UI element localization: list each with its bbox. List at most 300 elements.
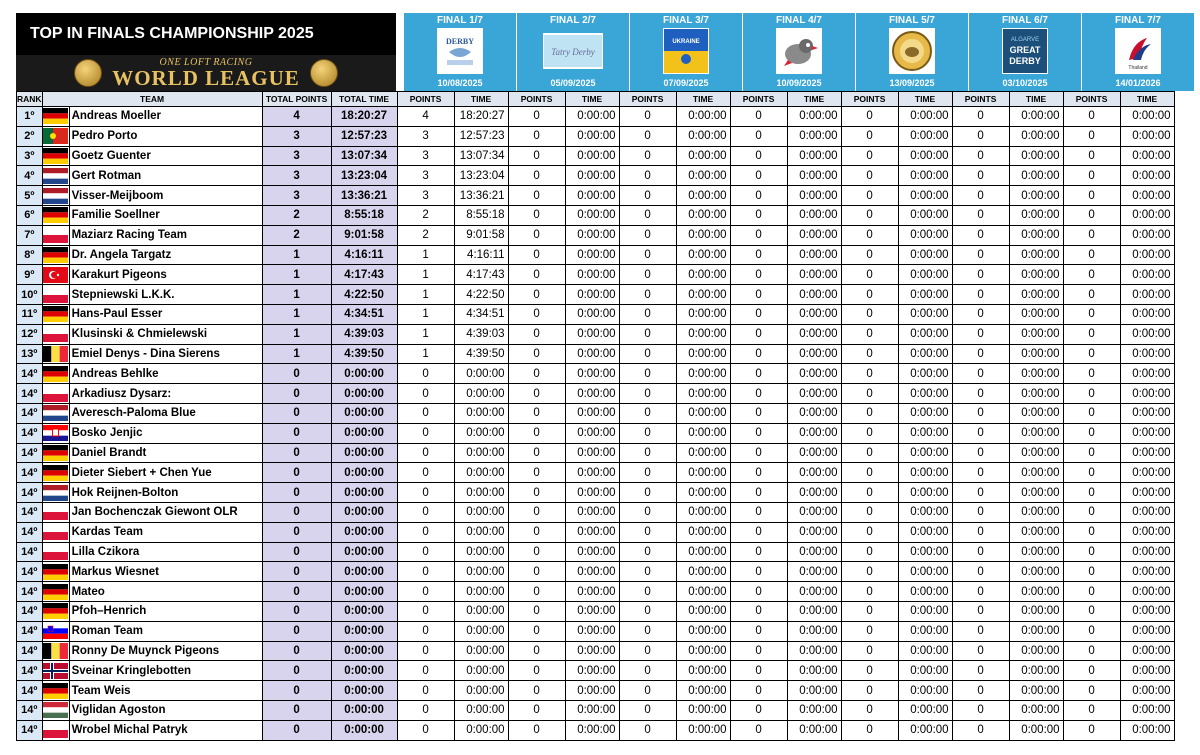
final-points-cell: 0 xyxy=(1063,681,1120,701)
final-time-cell: 0:00:00 xyxy=(676,423,730,443)
final-points-cell: 0 xyxy=(952,364,1009,384)
final-points-cell: 0 xyxy=(841,245,898,265)
table-row xyxy=(17,344,1175,364)
final-points-cell: 0 xyxy=(730,146,787,166)
final-points-cell: 0 xyxy=(841,423,898,443)
rank-cell: 4º xyxy=(17,166,43,186)
rank-cell: 14º xyxy=(17,720,43,740)
final-points-cell: 0 xyxy=(619,423,676,443)
total-time-cell: 0:00:00 xyxy=(331,700,397,720)
final-points-cell: 3 xyxy=(397,166,454,186)
final-label: FINAL 3/7 xyxy=(663,15,709,26)
total-time-cell: 0:00:00 xyxy=(331,463,397,483)
final-points-cell: 0 xyxy=(730,225,787,245)
final-points-cell: 0 xyxy=(1063,186,1120,206)
final-points-cell: 0 xyxy=(508,463,565,483)
time-header: TIME xyxy=(1120,92,1174,107)
total-time-cell: 12:57:23 xyxy=(331,126,397,146)
flag-cell xyxy=(42,641,69,661)
final-time-cell: 0:00:00 xyxy=(454,463,508,483)
final-time-cell: 0:00:00 xyxy=(565,661,619,681)
final-time-cell: 4:17:43 xyxy=(454,265,508,285)
final-time-cell: 0:00:00 xyxy=(787,423,841,443)
rank-cell: 14º xyxy=(17,403,43,423)
final-points-cell: 0 xyxy=(841,621,898,641)
pl-flag-icon xyxy=(43,326,68,342)
table-row xyxy=(17,304,1175,324)
final-points-cell: 0 xyxy=(952,403,1009,423)
final-time-cell: 0:00:00 xyxy=(676,661,730,681)
total-time-cell: 4:39:03 xyxy=(331,324,397,344)
final-time-cell: 0:00:00 xyxy=(1120,225,1174,245)
table-row xyxy=(17,661,1175,681)
nl-flag-icon xyxy=(43,405,68,421)
final-points-cell: 0 xyxy=(952,700,1009,720)
final-points-cell: 0 xyxy=(508,542,565,562)
total-time-header: TOTAL TIME xyxy=(331,92,397,107)
final-time-cell: 0:00:00 xyxy=(898,661,952,681)
total-time-cell: 0:00:00 xyxy=(331,681,397,701)
tr-flag-icon xyxy=(43,267,68,283)
final-points-cell: 1 xyxy=(397,324,454,344)
total-points-cell: 0 xyxy=(262,483,331,503)
total-points-cell: 0 xyxy=(262,522,331,542)
final-points-cell: 0 xyxy=(397,522,454,542)
final-time-cell: 0:00:00 xyxy=(898,562,952,582)
final-time-cell: 0:00:00 xyxy=(1120,304,1174,324)
final-points-cell: 0 xyxy=(1063,562,1120,582)
total-points-cell: 3 xyxy=(262,126,331,146)
time-header: TIME xyxy=(565,92,619,107)
final-time-cell: 0:00:00 xyxy=(565,641,619,661)
final-time-cell: 0:00:00 xyxy=(1009,582,1063,602)
final-points-cell: 0 xyxy=(730,522,787,542)
total-time-cell: 0:00:00 xyxy=(331,542,397,562)
team-name: Andreas Moeller xyxy=(69,107,262,127)
final-time-cell: 0:00:00 xyxy=(676,463,730,483)
final-time-cell: 0:00:00 xyxy=(565,384,619,404)
final-time-cell: 0:00:00 xyxy=(787,463,841,483)
final-time-cell: 0:00:00 xyxy=(565,107,619,127)
final-time-cell: 0:00:00 xyxy=(787,502,841,522)
flag-cell xyxy=(42,463,69,483)
final-points-cell: 0 xyxy=(952,107,1009,127)
final-points-cell: 0 xyxy=(730,285,787,305)
final-points-cell: 0 xyxy=(508,126,565,146)
total-time-cell: 0:00:00 xyxy=(331,403,397,423)
total-time-cell: 0:00:00 xyxy=(331,384,397,404)
final-points-cell: 0 xyxy=(952,641,1009,661)
final-points-cell: 0 xyxy=(952,502,1009,522)
final-points-cell: 0 xyxy=(730,720,787,740)
final-time-cell: 0:00:00 xyxy=(898,324,952,344)
svg-text:DERBY: DERBY xyxy=(445,37,475,46)
final-time-cell: 0:00:00 xyxy=(787,522,841,542)
final-time-cell: 0:00:00 xyxy=(1009,720,1063,740)
flag-cell xyxy=(42,522,69,542)
final-points-cell: 0 xyxy=(619,621,676,641)
rank-cell: 14º xyxy=(17,384,43,404)
de-flag-icon xyxy=(43,148,68,164)
final-time-cell: 0:00:00 xyxy=(898,443,952,463)
final-time-cell: 0:00:00 xyxy=(787,621,841,641)
final-time-cell: 0:00:00 xyxy=(898,403,952,423)
table-row xyxy=(17,601,1175,621)
de-flag-icon xyxy=(43,465,68,481)
final-time-cell: 0:00:00 xyxy=(454,641,508,661)
total-points-cell: 3 xyxy=(262,186,331,206)
final-time-cell: 13:23:04 xyxy=(454,166,508,186)
final-time-cell: 0:00:00 xyxy=(898,483,952,503)
flag-cell xyxy=(42,205,69,225)
final-points-cell: 0 xyxy=(952,344,1009,364)
final-points-cell: 0 xyxy=(730,661,787,681)
final-points-cell: 0 xyxy=(952,265,1009,285)
final-label: FINAL 2/7 xyxy=(550,15,596,26)
final-points-cell: 0 xyxy=(730,423,787,443)
pl-flag-icon xyxy=(43,524,68,540)
flag-cell xyxy=(42,245,69,265)
final-points-cell: 0 xyxy=(397,443,454,463)
final-points-cell: 0 xyxy=(952,463,1009,483)
final-time-cell: 0:00:00 xyxy=(898,681,952,701)
final-time-cell: 0:00:00 xyxy=(787,225,841,245)
final-time-cell: 0:00:00 xyxy=(565,463,619,483)
final-time-cell: 0:00:00 xyxy=(454,522,508,542)
final-points-cell: 0 xyxy=(730,483,787,503)
final-points-cell: 0 xyxy=(1063,285,1120,305)
final-points-cell: 0 xyxy=(1063,661,1120,681)
final-points-cell: 0 xyxy=(397,384,454,404)
final-points-cell: 0 xyxy=(952,661,1009,681)
points-header: POINTS xyxy=(952,92,1009,107)
no-flag-icon xyxy=(43,663,68,679)
final-points-cell: 1 xyxy=(397,344,454,364)
team-name: Andreas Behlke xyxy=(69,364,262,384)
table-row xyxy=(17,126,1175,146)
final-time-cell: 0:00:00 xyxy=(676,700,730,720)
final-time-cell: 18:20:27 xyxy=(454,107,508,127)
total-time-cell: 0:00:00 xyxy=(331,364,397,384)
total-points-cell: 0 xyxy=(262,601,331,621)
table-row xyxy=(17,166,1175,186)
total-points-cell: 0 xyxy=(262,502,331,522)
final-points-cell: 0 xyxy=(952,205,1009,225)
final-race-logo-icon xyxy=(889,28,935,74)
final-points-cell: 0 xyxy=(1063,344,1120,364)
time-header: TIME xyxy=(454,92,508,107)
final-points-cell: 0 xyxy=(730,443,787,463)
final-points-cell: 0 xyxy=(1063,423,1120,443)
final-time-cell: 0:00:00 xyxy=(898,304,952,324)
time-header: TIME xyxy=(898,92,952,107)
final-points-cell: 2 xyxy=(397,225,454,245)
team-name: Jan Bochenczak Giewont OLR xyxy=(69,502,262,522)
final-race-logo-icon xyxy=(776,28,822,74)
pl-flag-icon xyxy=(43,227,68,243)
final-time-cell: 0:00:00 xyxy=(676,443,730,463)
final-time-cell: 0:00:00 xyxy=(1009,146,1063,166)
table-row xyxy=(17,403,1175,423)
final-time-cell: 0:00:00 xyxy=(454,621,508,641)
flag-cell xyxy=(42,304,69,324)
total-points-cell: 0 xyxy=(262,681,331,701)
final-points-cell: 0 xyxy=(1063,324,1120,344)
final-header-6 xyxy=(968,13,1081,91)
final-time-cell: 0:00:00 xyxy=(676,126,730,146)
team-name: Klusinski & Chmielewski xyxy=(69,324,262,344)
total-time-cell: 0:00:00 xyxy=(331,443,397,463)
flag-cell xyxy=(42,225,69,245)
team-name: Hans-Paul Esser xyxy=(69,304,262,324)
final-time-cell: 0:00:00 xyxy=(898,384,952,404)
total-time-cell: 0:00:00 xyxy=(331,423,397,443)
rank-cell: 5º xyxy=(17,186,43,206)
final-time-cell: 0:00:00 xyxy=(1120,463,1174,483)
final-time-cell: 0:00:00 xyxy=(1009,661,1063,681)
final-label: FINAL 6/7 xyxy=(1002,15,1048,26)
final-points-cell: 0 xyxy=(397,562,454,582)
final-points-cell: 0 xyxy=(730,700,787,720)
final-time-cell: 0:00:00 xyxy=(454,700,508,720)
final-label: FINAL 7/7 xyxy=(1115,15,1161,26)
final-points-cell: 0 xyxy=(397,483,454,503)
final-points-cell: 0 xyxy=(952,225,1009,245)
final-points-cell: 0 xyxy=(730,364,787,384)
final-points-cell: 0 xyxy=(508,225,565,245)
final-points-cell: 0 xyxy=(1063,403,1120,423)
table-row xyxy=(17,324,1175,344)
final-points-cell: 0 xyxy=(841,285,898,305)
final-points-cell: 0 xyxy=(1063,641,1120,661)
final-time-cell: 0:00:00 xyxy=(1009,681,1063,701)
final-points-cell: 0 xyxy=(730,205,787,225)
final-points-cell: 0 xyxy=(952,601,1009,621)
final-points-cell: 0 xyxy=(1063,146,1120,166)
final-time-cell: 0:00:00 xyxy=(787,661,841,681)
final-time-cell: 0:00:00 xyxy=(1009,344,1063,364)
standings-table xyxy=(16,91,1175,741)
points-header: POINTS xyxy=(730,92,787,107)
final-points-cell: 0 xyxy=(730,601,787,621)
final-points-cell: 0 xyxy=(730,384,787,404)
final-time-cell: 0:00:00 xyxy=(565,443,619,463)
final-points-cell: 0 xyxy=(730,681,787,701)
final-points-cell: 2 xyxy=(397,205,454,225)
rank-cell: 1º xyxy=(17,107,43,127)
final-points-cell: 0 xyxy=(1063,126,1120,146)
final-time-cell: 0:00:00 xyxy=(676,522,730,542)
final-time-cell: 0:00:00 xyxy=(1009,265,1063,285)
final-points-cell: 0 xyxy=(619,107,676,127)
total-points-cell: 1 xyxy=(262,265,331,285)
final-time-cell: 0:00:00 xyxy=(454,483,508,503)
pl-flag-icon xyxy=(43,386,68,402)
de-flag-icon xyxy=(43,445,68,461)
final-time-cell: 4:39:50 xyxy=(454,344,508,364)
total-time-cell: 0:00:00 xyxy=(331,483,397,503)
final-time-cell: 0:00:00 xyxy=(565,304,619,324)
flag-cell xyxy=(42,681,69,701)
final-time-cell: 0:00:00 xyxy=(676,107,730,127)
total-points-cell: 0 xyxy=(262,720,331,740)
final-time-cell: 0:00:00 xyxy=(565,285,619,305)
svg-text:GREAT: GREAT xyxy=(1009,45,1041,55)
final-time-cell: 0:00:00 xyxy=(1120,641,1174,661)
final-points-cell: 0 xyxy=(397,502,454,522)
final-points-cell: 0 xyxy=(508,443,565,463)
final-time-cell: 0:00:00 xyxy=(787,403,841,423)
rank-cell: 6º xyxy=(17,205,43,225)
final-time-cell: 0:00:00 xyxy=(676,146,730,166)
final-time-cell: 0:00:00 xyxy=(1120,146,1174,166)
page-title: TOP IN FINALS CHAMPIONSHIP 2025 xyxy=(16,13,396,55)
final-points-cell: 0 xyxy=(841,641,898,661)
final-time-cell: 0:00:00 xyxy=(1120,582,1174,602)
rank-cell: 3º xyxy=(17,146,43,166)
total-time-cell: 0:00:00 xyxy=(331,661,397,681)
final-time-cell: 0:00:00 xyxy=(1009,285,1063,305)
final-time-cell: 0:00:00 xyxy=(565,621,619,641)
final-points-cell: 0 xyxy=(397,403,454,423)
final-points-cell: 0 xyxy=(841,542,898,562)
table-row xyxy=(17,522,1175,542)
svg-text:Tatry Derby: Tatry Derby xyxy=(551,47,595,57)
final-time-cell: 0:00:00 xyxy=(898,186,952,206)
final-time-cell: 0:00:00 xyxy=(1009,107,1063,127)
final-date: 03/10/2025 xyxy=(1002,78,1048,88)
final-time-cell: 0:00:00 xyxy=(898,146,952,166)
final-points-cell: 0 xyxy=(952,423,1009,443)
final-time-cell: 0:00:00 xyxy=(454,403,508,423)
final-points-cell: 0 xyxy=(730,403,787,423)
final-time-cell: 0:00:00 xyxy=(1009,601,1063,621)
final-points-cell: 0 xyxy=(508,205,565,225)
final-time-cell: 0:00:00 xyxy=(454,562,508,582)
flag-cell xyxy=(42,443,69,463)
final-time-cell: 0:00:00 xyxy=(565,720,619,740)
final-points-cell: 0 xyxy=(1063,720,1120,740)
league-logo xyxy=(16,55,396,91)
total-time-cell: 4:22:50 xyxy=(331,285,397,305)
total-points-header: TOTAL POINTS xyxy=(262,92,331,107)
final-time-cell: 0:00:00 xyxy=(787,641,841,661)
final-points-cell: 3 xyxy=(397,126,454,146)
final-time-cell: 0:00:00 xyxy=(676,681,730,701)
final-points-cell: 0 xyxy=(841,661,898,681)
final-points-cell: 0 xyxy=(841,443,898,463)
final-time-cell: 0:00:00 xyxy=(1009,126,1063,146)
final-time-cell: 0:00:00 xyxy=(454,720,508,740)
final-date: 07/09/2025 xyxy=(663,78,709,88)
final-time-cell: 0:00:00 xyxy=(454,681,508,701)
final-date: 14/01/2026 xyxy=(1115,78,1161,88)
team-name: Dr. Angela Targatz xyxy=(69,245,262,265)
final-time-cell: 0:00:00 xyxy=(1120,107,1174,127)
points-header: POINTS xyxy=(841,92,898,107)
final-time-cell: 0:00:00 xyxy=(1120,522,1174,542)
final-points-cell: 0 xyxy=(1063,621,1120,641)
final-points-cell: 0 xyxy=(397,621,454,641)
final-time-cell: 0:00:00 xyxy=(1120,285,1174,305)
de-flag-icon xyxy=(43,108,68,124)
final-points-cell: 0 xyxy=(841,522,898,542)
total-points-cell: 0 xyxy=(262,641,331,661)
final-points-cell: 0 xyxy=(619,225,676,245)
final-points-cell: 0 xyxy=(508,403,565,423)
hu-flag-icon xyxy=(43,702,68,718)
flag-cell xyxy=(42,502,69,522)
total-time-cell: 4:16:11 xyxy=(331,245,397,265)
total-time-cell: 0:00:00 xyxy=(331,621,397,641)
final-time-cell: 0:00:00 xyxy=(1120,324,1174,344)
final-time-cell: 0:00:00 xyxy=(787,285,841,305)
team-name: Familie Soellner xyxy=(69,205,262,225)
flag-cell xyxy=(42,582,69,602)
final-time-cell: 0:00:00 xyxy=(565,364,619,384)
final-points-cell: 0 xyxy=(841,107,898,127)
final-race-logo-icon xyxy=(437,28,483,74)
team-name: Sveinar Kringlebotten xyxy=(69,661,262,681)
flag-cell xyxy=(42,126,69,146)
final-points-cell: 0 xyxy=(619,502,676,522)
final-time-cell: 0:00:00 xyxy=(1009,225,1063,245)
final-time-cell: 0:00:00 xyxy=(898,166,952,186)
final-time-cell: 0:00:00 xyxy=(1009,522,1063,542)
flag-cell xyxy=(42,344,69,364)
table-row xyxy=(17,502,1175,522)
final-time-cell: 0:00:00 xyxy=(1120,562,1174,582)
total-time-cell: 0:00:00 xyxy=(331,601,397,621)
final-points-cell: 0 xyxy=(1063,582,1120,602)
final-points-cell: 0 xyxy=(619,166,676,186)
final-time-cell: 0:00:00 xyxy=(565,324,619,344)
total-points-cell: 2 xyxy=(262,205,331,225)
rank-cell: 11º xyxy=(17,304,43,324)
final-points-cell: 0 xyxy=(508,483,565,503)
final-time-cell: 0:00:00 xyxy=(565,225,619,245)
final-points-cell: 0 xyxy=(841,166,898,186)
final-points-cell: 0 xyxy=(841,502,898,522)
final-points-cell: 0 xyxy=(841,601,898,621)
total-time-cell: 13:36:21 xyxy=(331,186,397,206)
final-points-cell: 0 xyxy=(730,245,787,265)
final-points-cell: 0 xyxy=(730,265,787,285)
final-points-cell: 0 xyxy=(619,463,676,483)
final-time-cell: 0:00:00 xyxy=(565,522,619,542)
final-race-logo-icon xyxy=(543,33,603,69)
rank-cell: 14º xyxy=(17,542,43,562)
medal-icon xyxy=(310,59,338,87)
final-time-cell: 0:00:00 xyxy=(1009,502,1063,522)
final-time-cell: 0:00:00 xyxy=(565,166,619,186)
final-time-cell: 0:00:00 xyxy=(676,265,730,285)
final-time-cell: 0:00:00 xyxy=(676,285,730,305)
time-header: TIME xyxy=(787,92,841,107)
final-time-cell: 0:00:00 xyxy=(676,542,730,562)
final-time-cell: 0:00:00 xyxy=(787,364,841,384)
rank-cell: 12º xyxy=(17,324,43,344)
nl-flag-icon xyxy=(43,168,68,184)
final-time-cell: 0:00:00 xyxy=(676,324,730,344)
team-name: Pfoh–Henrich xyxy=(69,601,262,621)
final-time-cell: 0:00:00 xyxy=(565,562,619,582)
table-row xyxy=(17,681,1175,701)
final-points-cell: 0 xyxy=(1063,265,1120,285)
final-points-cell: 0 xyxy=(730,641,787,661)
total-points-cell: 0 xyxy=(262,542,331,562)
final-date: 05/09/2025 xyxy=(550,78,596,88)
